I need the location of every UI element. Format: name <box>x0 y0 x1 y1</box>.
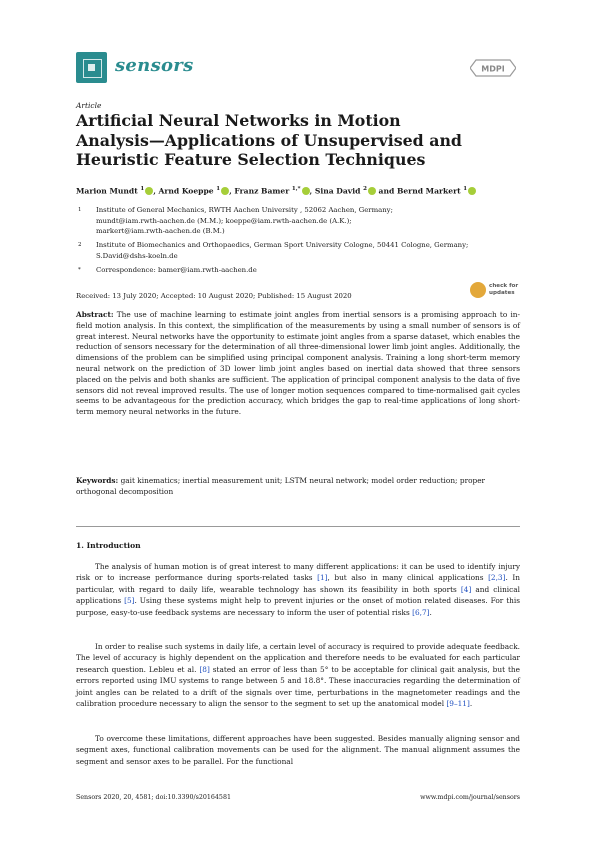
author-separator: , <box>229 186 235 196</box>
author-affiliation-marker: 1 <box>463 186 468 192</box>
author-name: Arnd Koeppe <box>158 186 217 196</box>
intro-paragraph-1 <box>76 561 520 618</box>
affiliation-marker: 1 <box>78 207 82 213</box>
author-affiliation-marker: 1,* <box>291 186 301 192</box>
affiliation-marker: * <box>78 267 81 273</box>
journal-name: sensors <box>115 55 194 76</box>
citation-link[interactable]: [6,7] <box>412 607 430 617</box>
keywords <box>76 476 520 498</box>
paragraph-text: . In particular, with regard to daily life, wearable technology has shown its feasibility in both sports <box>76 573 520 594</box>
citation-link[interactable]: [9–11] <box>446 699 470 709</box>
affiliation-line: S.David@dshs-koeln.de <box>96 251 178 260</box>
footer-citation: Sensors 2020, 20, 4581; doi:10.3390/s20164581 <box>76 794 231 801</box>
orcid-icon[interactable] <box>302 187 310 195</box>
article-type: Article <box>76 101 102 110</box>
orcid-icon[interactable] <box>221 187 229 195</box>
author-affiliation-marker: 1 <box>216 186 221 192</box>
author-separator: , <box>153 186 159 196</box>
author-name: Bernd Markert <box>396 186 464 196</box>
publisher-name: MDPI <box>481 64 505 74</box>
affiliation-line: markert@iam.rwth-aachen.de (B.M.) <box>96 227 225 236</box>
keywords-label: Keywords: <box>76 476 119 485</box>
author-list <box>76 186 476 196</box>
author-affiliation-marker: 2 <box>363 186 367 192</box>
section-divider <box>76 526 520 527</box>
author-separator: and <box>375 186 397 196</box>
citation-link[interactable]: [2,3] <box>488 573 506 583</box>
publisher-logo-icon <box>470 58 516 78</box>
affiliation-line: mundt@iam.rwth-aachen.de (M.M.); koeppe@iam.rwth-aachen.de (A.K.); <box>96 216 352 225</box>
affiliation-line: Institute of Biomechanics and Orthopaedics, German Sport University Cologne, 50441 Cologne, Germany; <box>96 241 469 249</box>
orcid-icon[interactable] <box>468 187 476 195</box>
paragraph-text: . <box>429 607 432 617</box>
abstract-text: The use of machine learning to estimate joint angles from inertial sensors is a promising approach to in-field motion analysis. In this context, the simplification of the measurements by using a small number of sensors is of great interest. Neural networks have the opportunity to estimate joint angles from a sparse dataset, which enables the reduction of sensors necessary for the determination of all three-dimensional lower limb joint angles. Additionally, the dimensions of the problem can be simplified using principal component analysis. Training a long short-term memory neural network on the prediction of 3D lower limb joint angles based on inertial data showed that three sensors placed on the pelvis and both shanks are sufficient. The application of principal component analysis to the data of five sensors did not reveal improved results. The use of longer motion sequences compared to time-normalised gait cycles seems to be advantageous for the prediction accuracy, which bridges the gap to real-time applications of long short-term memory neural networks in the future. <box>76 310 520 417</box>
paragraph-text: To overcome these limitations, different approaches have been suggested. Besides manually aligning sensor and segment axes, functional calibration movements can be used for the alignment. The manual alignment assumes the segment and sensor axes to be parallel. For the functional <box>76 734 520 766</box>
citation-link[interactable]: [1] <box>317 573 328 583</box>
paragraph-text: In order to realise such systems in daily life, a certain level of accuracy is required to provide adequate feedback. The level of accuracy is highly dependent on the application and therefore needs to be evaluated for each particular research question. Lebleu et al. <box>76 642 520 674</box>
abstract-label: Abstract: <box>76 310 114 319</box>
intro-paragraph-2 <box>76 641 520 709</box>
keywords-text: gait kinematics; inertial measurement unit; LSTM neural network; model order reduction; proper orthogonal decomposition <box>76 476 486 496</box>
publication-dates: Received: 13 July 2020; Accepted: 10 August 2020; Published: 15 August 2020 <box>76 292 352 300</box>
author-affiliation-marker: 1 <box>140 186 145 192</box>
affiliation-line: Correspondence: bamer@iam.rwth-aachen.de <box>96 266 257 274</box>
citation-link[interactable]: [4] <box>460 584 472 594</box>
author-name: Marion Mundt <box>76 186 141 196</box>
intro-paragraph-3 <box>76 733 520 767</box>
author-separator: , <box>309 186 315 196</box>
affiliation-line: Institute of General Mechanics, RWTH Aachen University , 52062 Aachen, Germany; <box>96 206 393 214</box>
paragraph-text: stated an error of less than 5° to be acceptable for clinical gait analysis, but the errors reported using IMU systems to range between 5 and 18.8°. These inaccuracies regarding the determination of joint angles can be related to a drift of the signals over time, perturbations in the magnetometer readings and the calibration procedure necessary to align the sensor to the segment to set up the anatomical model <box>76 664 520 709</box>
article-title: Artificial Neural Networks in Motion Analysis—Applications of Unsupervised and Heuristic Feature Selection Techniques <box>76 111 462 169</box>
footer-journal-link[interactable]: www.mdpi.com/journal/sensors <box>420 794 520 801</box>
affiliation-marker: 2 <box>78 242 82 248</box>
author-name: Sina David <box>314 186 364 196</box>
author-name: Franz Bamer <box>234 186 292 196</box>
paragraph-text: . <box>469 699 473 709</box>
paragraph-text: and clinical applications <box>76 584 520 606</box>
citation-link[interactable]: [8] <box>199 664 210 674</box>
journal-logo-icon <box>76 52 107 83</box>
check-updates-icon <box>470 282 486 298</box>
abstract <box>76 310 520 418</box>
paragraph-text: . Using these systems might help to prevent injuries or the onset of motion related diseases. For this purpose, easy-to-use feedback systems are necessary to inform the user of potential risks <box>76 596 520 617</box>
paragraph-text: , but also in many clinical applications <box>327 573 489 583</box>
paragraph-text: The analysis of human motion is of great interest to many different applications: it can be used to identify injury risk or to increase performance during sports-related tasks <box>76 562 520 583</box>
section-heading: 1. Introduction <box>76 541 141 550</box>
orcid-icon[interactable] <box>145 187 153 195</box>
citation-link[interactable]: [5] <box>124 596 135 606</box>
orcid-icon[interactable] <box>368 187 376 195</box>
check-updates-label: check for updates <box>489 283 519 296</box>
check-for-updates-button[interactable] <box>470 280 520 302</box>
